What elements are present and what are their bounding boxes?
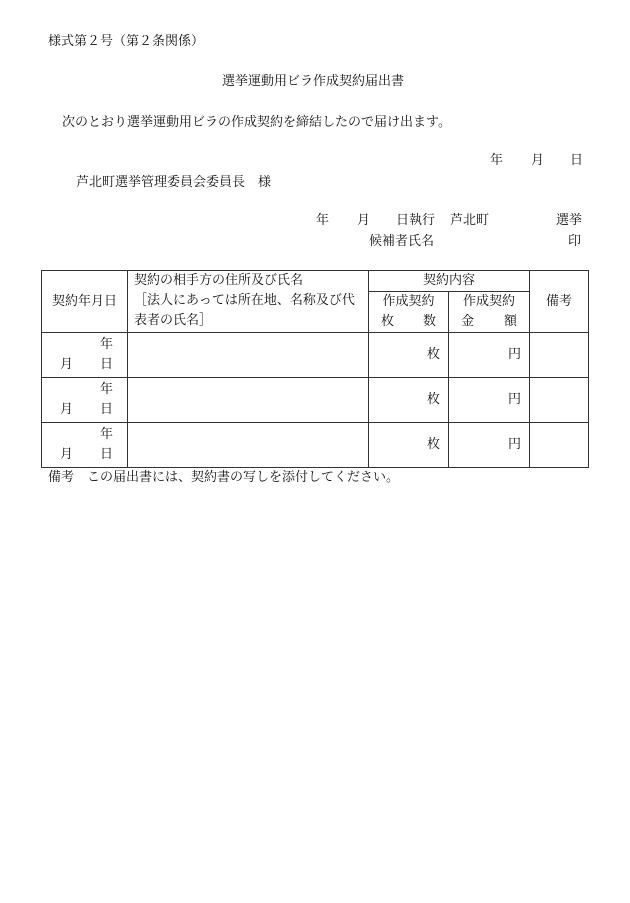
- row-year-label: 年: [99, 382, 113, 397]
- document-title: 選挙運動用ビラ作成契約届出書: [222, 74, 405, 89]
- header-count: [369, 292, 449, 333]
- header-amount: [449, 292, 530, 333]
- election-month-label: 月: [357, 213, 371, 228]
- election-year-label: 年: [316, 213, 330, 228]
- header-amount-line2: [449, 312, 529, 332]
- election-type-label: 選挙: [556, 213, 583, 228]
- row-remarks-cell[interactable]: [530, 423, 589, 468]
- header-contract-details: 契約内容: [369, 271, 530, 292]
- row-remarks-cell[interactable]: [530, 333, 589, 378]
- header-count-word: 数: [422, 314, 436, 329]
- row-year-label: 年: [99, 427, 113, 442]
- row-day-label: 日: [99, 447, 113, 462]
- election-day-exec-label: 日執行: [396, 213, 436, 228]
- row-date-cell: [42, 333, 128, 378]
- row-amount-cell[interactable]: [449, 423, 530, 468]
- row-month-label: 月: [60, 447, 74, 462]
- contract-table: [41, 270, 589, 468]
- footnote: 備考 この届出書には、契約書の写しを添付してください。: [48, 470, 400, 485]
- row-count-cell[interactable]: [369, 423, 449, 468]
- header-count-line2: [369, 312, 448, 332]
- row-date-cell: [42, 378, 128, 423]
- intro-text: 次のとおり選挙運動用ビラの作成契約を締結したので届け出ます。: [62, 115, 451, 130]
- header-count-unit: 枚: [381, 314, 395, 329]
- row-day-label: 日: [99, 402, 113, 417]
- election-town-label: 芦北町: [450, 213, 490, 228]
- row-count-cell[interactable]: [369, 378, 449, 423]
- row-amount-unit: 円: [508, 347, 522, 362]
- row-amount-cell[interactable]: [449, 333, 530, 378]
- header-count-line1: 作成契約: [382, 294, 435, 309]
- row-month-day: [60, 355, 113, 375]
- row-party-cell[interactable]: [128, 423, 369, 468]
- addressee: 芦北町選挙管理委員会委員長 様: [76, 175, 272, 190]
- row-amount-unit: 円: [508, 392, 522, 407]
- header-party-line3: 表者の氏名］: [134, 313, 213, 328]
- table-header-row: [42, 271, 589, 292]
- row-amount-cell[interactable]: [449, 378, 530, 423]
- row-amount-unit: 円: [508, 437, 522, 452]
- submission-day-label: 日: [570, 153, 584, 168]
- header-contract-date: 契約年月日: [42, 271, 128, 333]
- header-amount-kin: 金: [461, 314, 475, 329]
- seal-mark: 印: [568, 234, 582, 249]
- header-amount-gaku: 額: [504, 314, 518, 329]
- row-count-unit: 枚: [426, 347, 440, 362]
- row-party-cell[interactable]: [128, 333, 369, 378]
- header-party-line2: ［法人にあっては所在地、名称及び代: [134, 293, 355, 308]
- candidate-name-label: 候補者氏名: [369, 234, 435, 249]
- row-count-unit: 枚: [426, 392, 440, 407]
- row-count-unit: 枚: [426, 437, 440, 452]
- table-row: [42, 333, 589, 378]
- row-party-cell[interactable]: [128, 378, 369, 423]
- row-month-label: 月: [60, 402, 74, 417]
- row-year-label: 年: [99, 337, 113, 352]
- row-remarks-cell[interactable]: [530, 378, 589, 423]
- header-remarks: 備考: [530, 271, 589, 333]
- row-date-cell: [42, 423, 128, 468]
- table-row: [42, 378, 589, 423]
- submission-month-label: 月: [531, 153, 545, 168]
- header-party-line1: 契約の相手方の住所及び氏名: [134, 273, 304, 288]
- row-day-label: 日: [99, 357, 113, 372]
- header-amount-line1: 作成契約: [463, 294, 516, 309]
- submission-year-label: 年: [490, 153, 504, 168]
- row-month-day: [60, 445, 113, 465]
- row-month-label: 月: [60, 357, 74, 372]
- row-month-day: [60, 400, 113, 420]
- header-contract-party: [128, 271, 369, 333]
- row-count-cell[interactable]: [369, 333, 449, 378]
- table-row: [42, 423, 589, 468]
- form-number: 様式第２号（第２条関係）: [48, 34, 205, 49]
